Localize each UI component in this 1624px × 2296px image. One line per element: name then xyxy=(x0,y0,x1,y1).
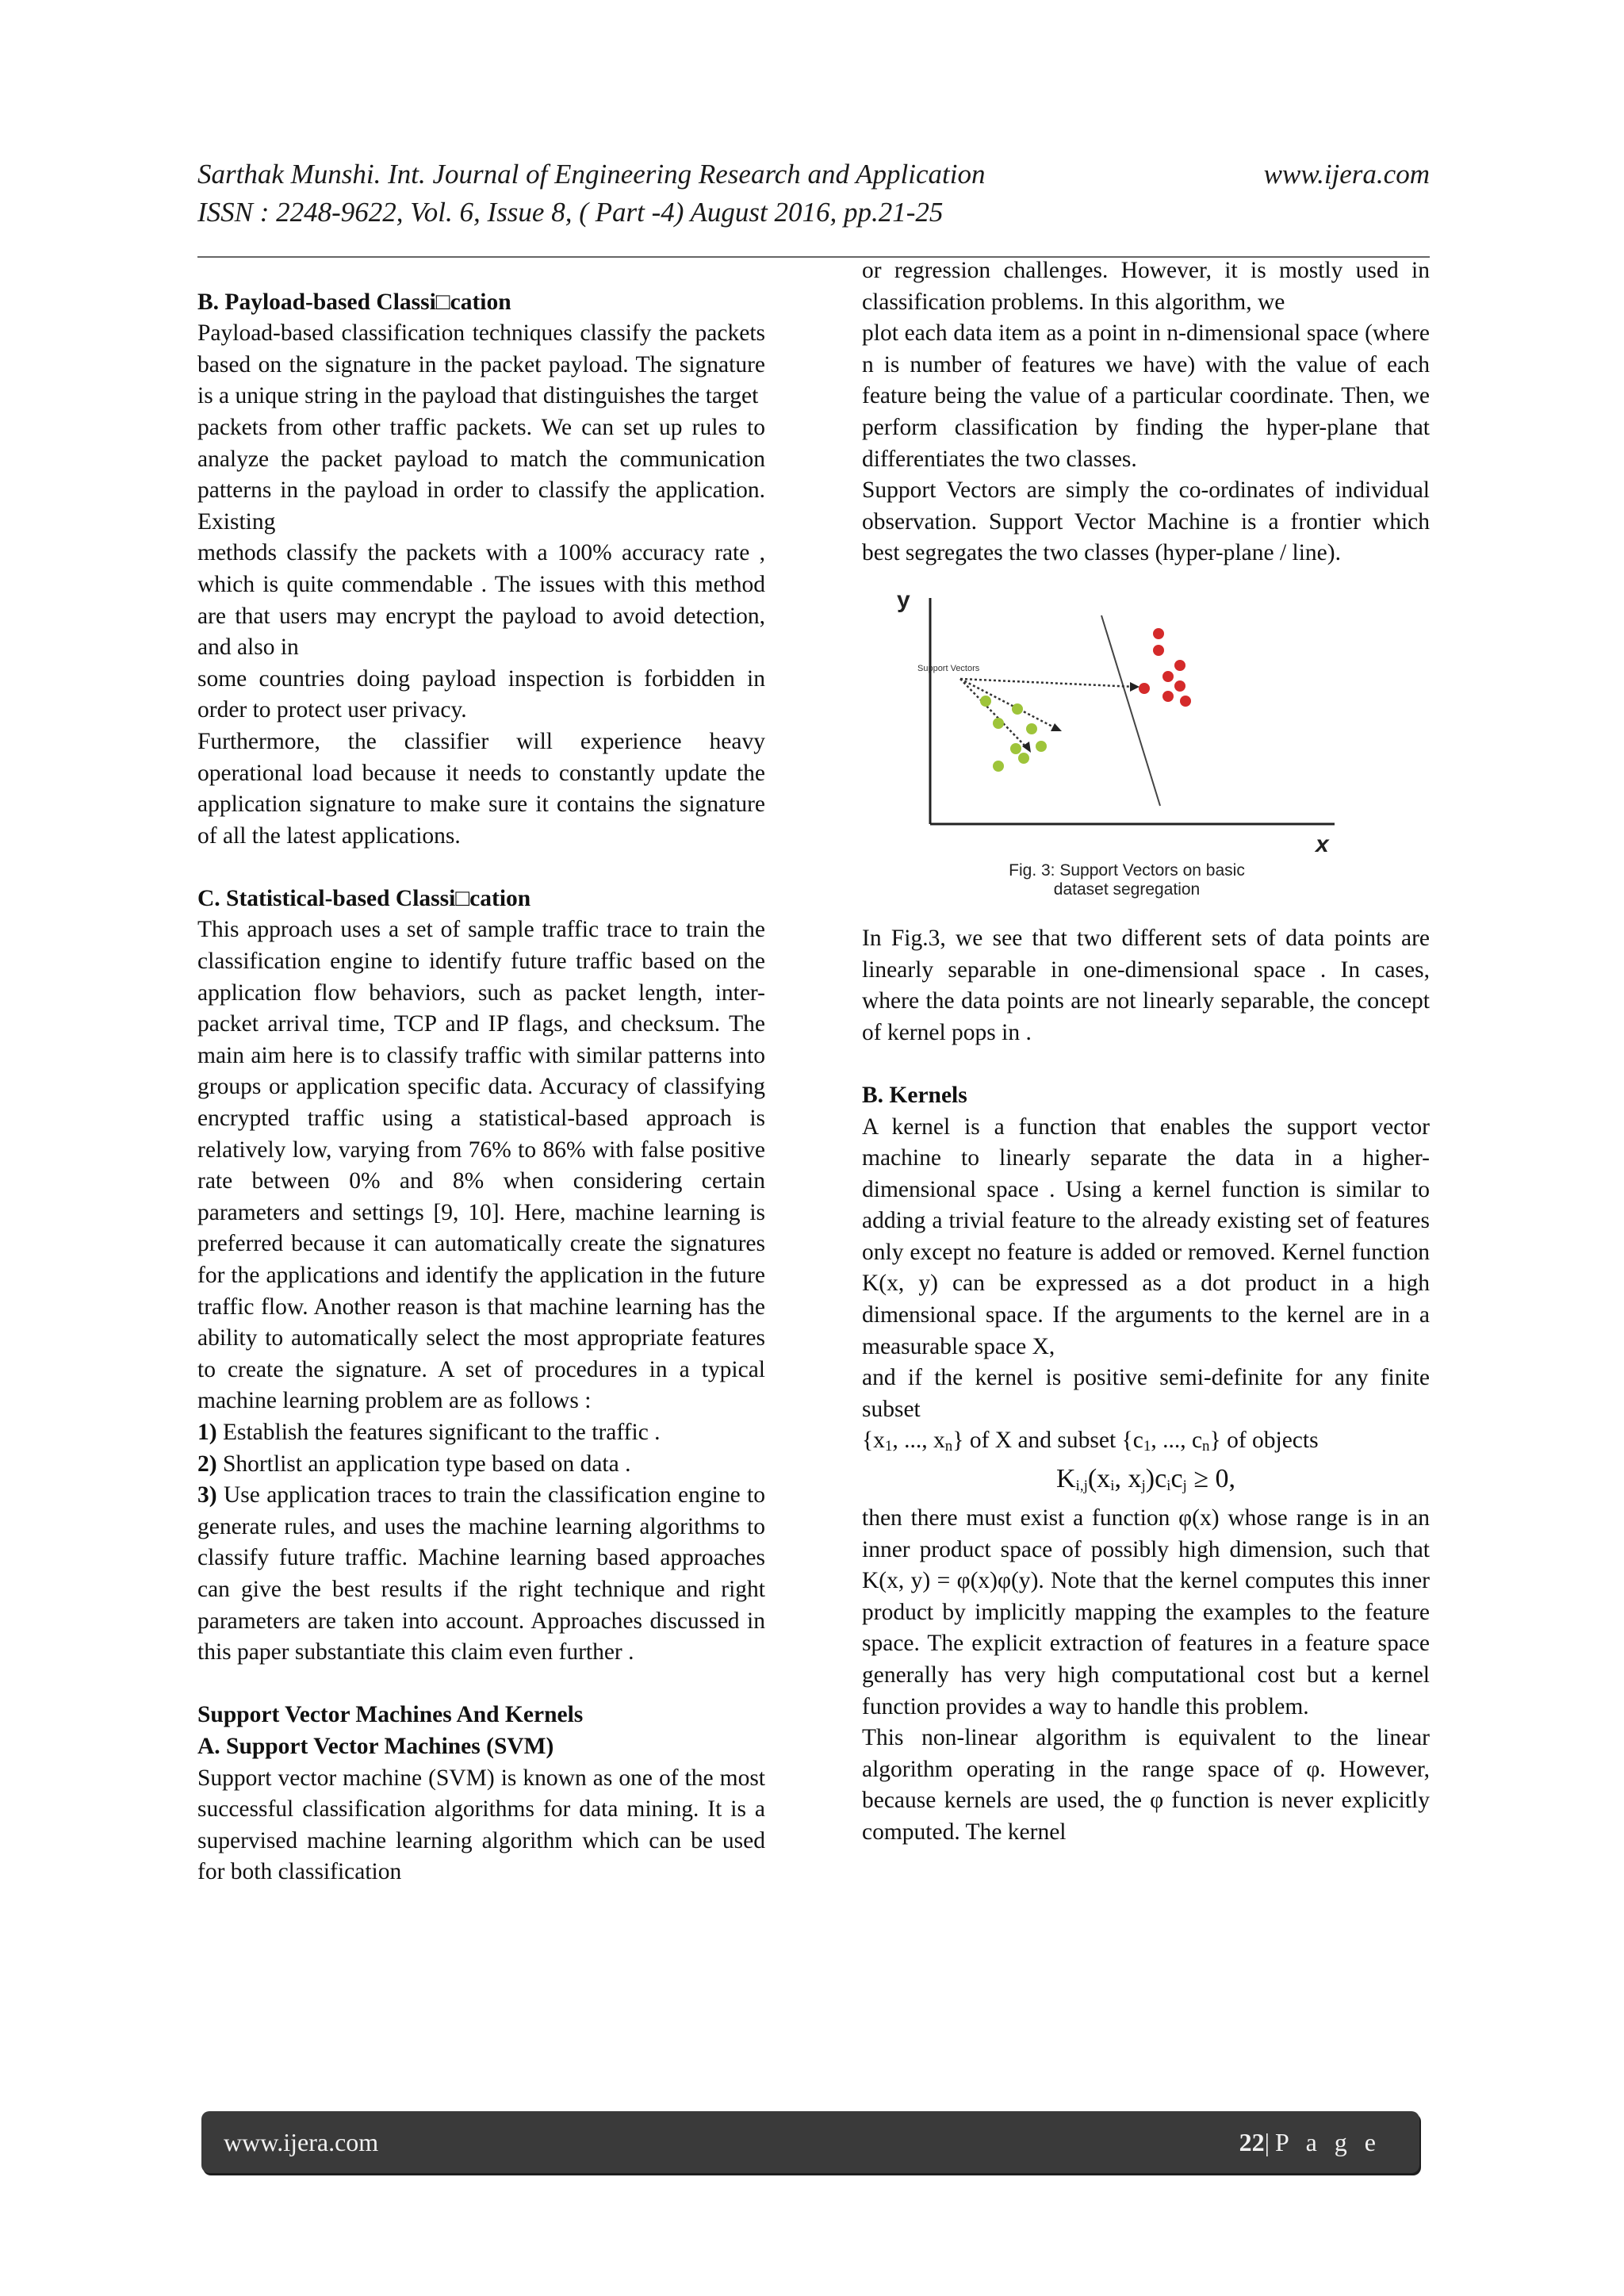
section-heading-payload: B. Payload-based Classi□cation xyxy=(197,289,511,315)
data-point-green xyxy=(993,718,1004,729)
support-vectors-label: Support Vectors xyxy=(917,663,980,673)
page-footer xyxy=(201,2111,1419,2173)
paragraph: Furthermore, the classifier will experience heavy operational load because it needs to constantly update the application signature to make sure it contains the signature of all the latest applications. xyxy=(197,728,765,849)
data-point-red xyxy=(1162,671,1174,682)
data-point-red xyxy=(1180,696,1191,707)
data-point-red xyxy=(1174,680,1185,692)
figure-caption-line1: Fig. 3: Support Vectors on basic xyxy=(1009,861,1245,880)
data-point-green xyxy=(1018,753,1029,764)
list-item: 3) Use application traces to train the classification engine to generate rules, and uses the machine learning algorithms to classify future traffic. Machine learning based approaches can give the best results if the right technique and right parameters are taken into account. Approaches discussed in this paper substantiate this claim even further . xyxy=(197,1482,765,1665)
paragraph: Payload-based classification techniques classify the packets based on the signature in the packet payload. The signature is a unique string in the payload that distinguishes the target xyxy=(197,320,765,409)
paragraph: methods classify the packets with a 100% accuracy rate , which is quite commendable . The issues with this method are that users may encrypt the payload to avoid detection, and also in xyxy=(197,540,765,661)
paragraph: Support Vectors are simply the co-ordinates of individual observation. Support Vector Machine is a frontier which best segregates the two classes (hyper-plane / line). xyxy=(862,477,1430,566)
running-header xyxy=(197,155,1430,232)
y-axis-label: y xyxy=(897,589,910,613)
paragraph: plot each data item as a point in n-dimensional space (where n is number of features we have) with the value of each feature being the value of a particular coordinate. Then, we perform classification by finding the hyper-plane that differentiates the two classes. xyxy=(862,320,1430,472)
hyperplane-line xyxy=(1101,615,1160,806)
x-axis-label: x xyxy=(1316,830,1329,857)
journal-citation: Sarthak Munshi. Int. Journal of Engineering Research and Application xyxy=(197,159,986,190)
support-vector-arrows xyxy=(960,679,1135,749)
data-point-green xyxy=(1012,703,1023,715)
data-point-green xyxy=(1010,743,1021,754)
section-heading-kernels: B. Kernels xyxy=(862,1082,967,1108)
kernel-equation: $K_{i,j}(x_i$, $x_j)c_ic_j \ge 0$, xyxy=(1055,1464,1235,1495)
list-item: 2) Shortlist an application type based on data . xyxy=(197,1451,631,1477)
paragraph: This approach uses a set of sample traffic trace to train the classification engine to identify future traffic based on the application flow behaviors, such as packet length, inter- packet arrival time, TCP and IP flags, and checksum. The main aim here is to classify traffic with similar patterns into groups or application specific data. Accuracy of classifying encrypted traffic using a statistical-based approach is relatively low, varying from 76% to 86% with false positive rate between 0% and 8% when considering certain parameters and settings [9, 10]. Here, machine learning is preferred because it can automatically create the signatures for the applications and identify the application in the future traffic flow. Another reason is that machine learning has the ability to automatically select the most appropriate features to create the signature. A set of procedures in a typical machine learning problem are as follows : xyxy=(197,917,765,1414)
journal-url[interactable]: www.ijera.com xyxy=(1263,159,1430,190)
paragraph: packets from other traffic packets. We can set up rules to analyze the packet payload to match the communication patterns in the payload in order to classify the application. Existing xyxy=(197,414,765,535)
figure-caption-line2: dataset segregation xyxy=(1053,880,1201,899)
svm-figure xyxy=(897,590,1341,907)
issn-line: ISSN : 2248-9622, Vol. 6, Issue 8, ( Part -4) August 2016, pp.21-25 xyxy=(197,197,944,228)
data-point-red xyxy=(1162,691,1174,702)
paragraph: or regression challenges. However, it is mostly used in classification problems. In this algorithm, we xyxy=(862,258,1430,315)
footer-url[interactable]: www.ijera.com xyxy=(224,2127,379,2156)
data-point-green xyxy=(980,696,991,707)
page-number: 22|P a g e xyxy=(1239,2127,1381,2156)
list-item: 1) Establish the features significant to the traffic . xyxy=(197,1419,661,1445)
data-point-green xyxy=(1036,741,1047,752)
data-point-red xyxy=(1174,660,1185,671)
right-column xyxy=(862,255,1430,1849)
class-red-points xyxy=(1139,628,1191,707)
paragraph: then there must exist a function φ(x) whose range is in an inner product space of possibly high dimension, such that K(x, y) = φ(x)φ(y). Note that the kernel computes this inner product by implicitly mapping the examples to the feature space. The explicit extraction of features in a feature space generally has very high computational cost but a kernel function provides a way to handle this problem. xyxy=(862,1505,1430,1719)
paragraph-subset: {$x_1$, ..., $x_n$} of X and subset {$c_1$, ..., $c_n$} of objects xyxy=(862,1428,1319,1455)
left-column xyxy=(197,255,765,1888)
section-heading-svm: Support Vector Machines And Kernels xyxy=(197,1702,584,1728)
data-point-green xyxy=(993,761,1004,772)
paragraph: This non-linear algorithm is equivalent to the linear algorithm operating in the range space of φ. However, because kernels are used, the φ function is never explicitly computed. The kernel xyxy=(862,1725,1430,1845)
paragraph: some countries doing payload inspection is forbidden in order to protect user privacy. xyxy=(197,665,765,723)
paragraph: and if the kernel is positive semi-definite for any finite subset xyxy=(862,1365,1430,1422)
subsection-heading-svm: A. Support Vector Machines (SVM) xyxy=(197,1733,554,1759)
svm-diagram xyxy=(897,590,1341,907)
paragraph: A kernel is a function that enables the support vector machine to linearly separate the data in a higher-dimensional space . Using a kernel function is similar to adding a trivial feature to the already existing set of features only except no feature is added or removed. Kernel function K(x, y) can be expressed as a dot product in a high dimensional space. If the arguments to the kernel are in a measurable space X, xyxy=(862,1114,1430,1359)
data-point-red xyxy=(1153,645,1164,656)
data-point-red xyxy=(1139,683,1150,694)
section-heading-statistical: C. Statistical-based Classi□cation xyxy=(197,885,531,911)
data-point-red xyxy=(1153,628,1164,639)
paragraph: Support vector machine (SVM) is known as one of the most successful classification algorithms for data mining. It is a supervised machine learning algorithm which can be used for both classification xyxy=(197,1765,765,1885)
paragraph: In Fig.3, we see that two different sets of data points are linearly separable in one-dimensional space . In cases, where the data points are not linearly separable, the concept of kernel pops in . xyxy=(862,925,1430,1045)
data-point-green xyxy=(1026,723,1037,734)
